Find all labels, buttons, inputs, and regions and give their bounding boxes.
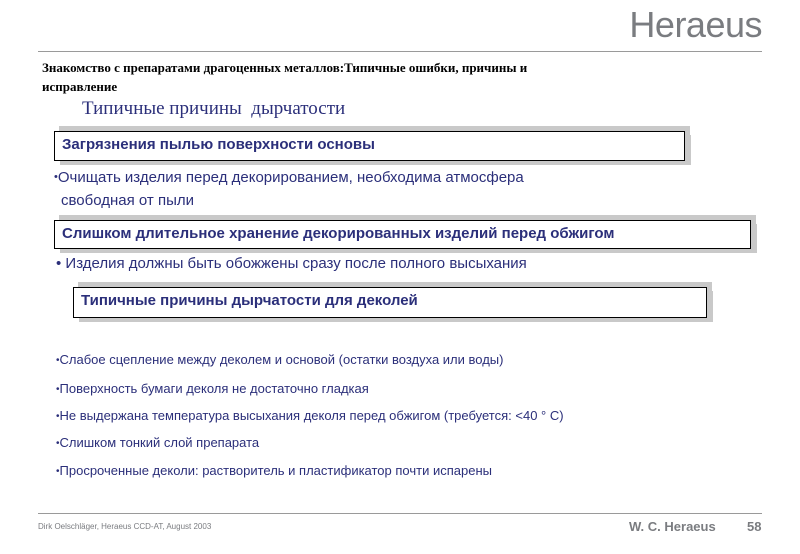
list-item: •Слишком тонкий слой препарата (56, 435, 260, 450)
bullet-storage-remedy (56, 252, 527, 275)
bullet-text: Изделия должны быть обожжены сразу после полного высыхания (65, 255, 527, 272)
decal-causes-box: Типичные причины дырчатости для деколей (73, 287, 707, 318)
footer-brand: W. C. Heraeus (629, 519, 716, 534)
bullet-dot: • (54, 171, 58, 183)
list-item: •Поверхность бумаги деколя не достаточно гладкая (56, 381, 369, 396)
footer-divider (38, 513, 762, 514)
header-divider (38, 51, 762, 52)
slide-subtitle: Типичные причины дырчатости (82, 98, 346, 119)
bullet-text-cont: свободная от пыли (61, 192, 195, 209)
list-item: •Просроченные деколи: растворитель и пластификатор почти испарены (56, 463, 492, 478)
list-item: •Слабое сцепление между деколем и основой (остатки воздуха или воды) (56, 352, 504, 367)
list-item: •Не выдержана температура высыхания деколя перед обжигом (требуется: <40 ° C) (56, 408, 564, 423)
cause-box-dust: Загрязнения пылью поверхности основы (54, 131, 685, 161)
footer-author: Dirk Oelschläger, Heraeus CCD-AT, August 2003 (38, 522, 212, 531)
cause-box-storage: Слишком длительное хранение декорированных изделий перед обжигом (54, 220, 751, 249)
page-number: 58 (747, 519, 762, 534)
bullet-text: Очищать изделия перед декорированием, необходима атмосфера (57, 169, 524, 186)
bullet-dot: • (56, 255, 66, 272)
bullet-dust-remedy (54, 166, 524, 212)
slide-title: Знакомство с препаратами драгоценных металлов:Типичные ошибки, причины и исправление (42, 60, 528, 94)
heraeus-logo: Heraeus (629, 4, 762, 45)
